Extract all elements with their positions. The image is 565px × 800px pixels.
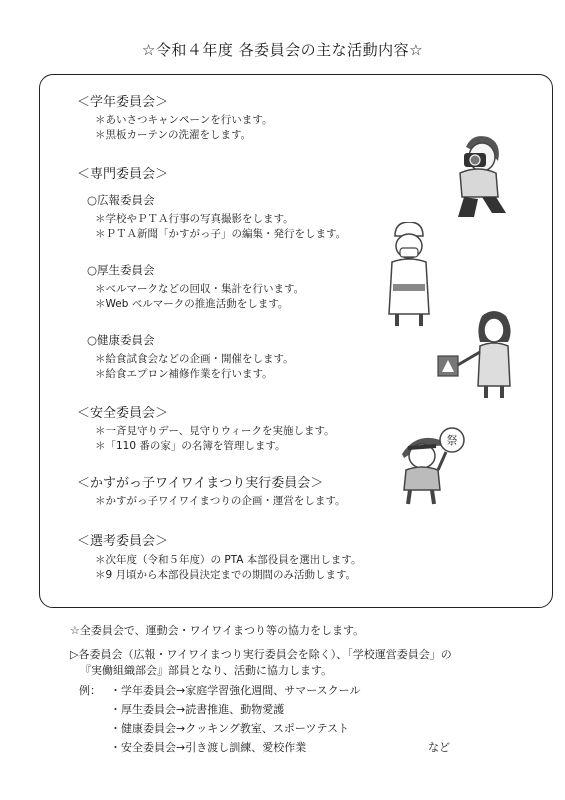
page-title: ☆令和４年度 各委員会の主な活動内容☆ — [141, 41, 424, 59]
sub-health-committee: ○健康委員会 — [87, 333, 155, 347]
heading-special-committee: ＜専門委員会＞ — [77, 167, 169, 182]
health-line-1: ＊給食試食会などの企画・開催をします。 — [95, 353, 294, 365]
pr-line-2: ＊ＰＴＡ新聞「かすがっ子」の編集・発行をします。 — [95, 228, 347, 240]
festival-line-1: ＊かすがっ子ワイワイまつりの企画・運営をします。 — [95, 495, 346, 507]
lunch-server-illustration — [385, 222, 433, 330]
festival-fan-text: 祭 — [446, 434, 458, 447]
selection-line-1: ＊次年度（令和５年度）の PTA 本部役員を選出します。 — [95, 554, 362, 566]
example-item-2: ・厚生委員会→読書推進、動物愛護 — [110, 703, 285, 716]
grade-line-2: ＊黒板カーテンの洗濯をします。 — [95, 129, 252, 141]
sub-pr-committee: ○広報委員会 — [87, 193, 155, 207]
pr-line-1: ＊学校やＰＴＡ行事の写真撮影をします。 — [95, 213, 294, 225]
heading-selection-committee: ＜選考委員会＞ — [77, 534, 169, 549]
example-label: 例： — [79, 684, 101, 697]
note-line-2: 『実働組織部会』部員となり、活動に協力します。 — [80, 664, 333, 677]
selection-line-2: ＊9 月頃から本部役員決定までの期間のみ活動します。 — [95, 569, 357, 581]
note-all-committees: ☆全委員会で、運動会・ワイワイまつり等の協力をします。 — [70, 624, 365, 637]
example-etc: など — [428, 741, 450, 754]
example-item-1: ・学年委員会→家庭学習強化週間、サマースクール — [110, 684, 361, 697]
note-line-1: ▷各委員会（広報・ワイワイまつり実行委員会を除く）、「学校運営委員会」の — [70, 648, 452, 661]
safety-line-2: ＊「110 番の家」の名簿を管理します。 — [95, 440, 286, 452]
heading-safety-committee: ＜安全委員会＞ — [77, 406, 169, 421]
safety-line-1: ＊一斉見守りデー、見守りウィークを実施します。 — [95, 425, 335, 437]
festival-child-illustration — [396, 424, 466, 506]
welfare-line-1: ＊ベルマークなどの回収・集計を行います。 — [95, 283, 305, 295]
example-item-4: ・安全委員会→引き渡し訓練、愛校作業 — [110, 741, 307, 754]
health-line-2: ＊給食エプロン補修作業を行います。 — [95, 368, 273, 380]
safety-guide-illustration — [434, 308, 520, 398]
camera-person-illustration — [448, 133, 510, 221]
sub-welfare-committee: ○厚生委員会 — [87, 263, 155, 277]
example-item-3: ・健康委員会→クッキング教室、スポーツテスト — [110, 722, 350, 735]
heading-grade-committee: ＜学年委員会＞ — [77, 95, 169, 110]
grade-line-1: ＊あいさつキャンペーンを行います。 — [95, 114, 273, 126]
welfare-line-2: ＊Web ベルマークの推進活動をします。 — [95, 298, 289, 310]
heading-festival-committee: ＜かすがっ子ワイワイまつり実行委員会＞ — [77, 476, 324, 491]
